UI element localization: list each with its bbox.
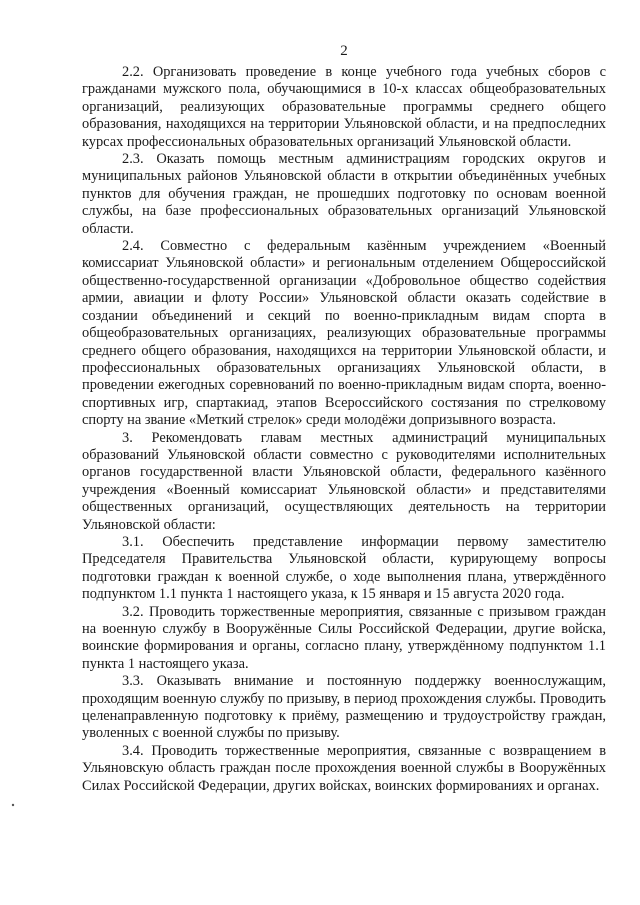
paragraph-3-2: 3.2. Проводить торжественные мероприятия, связанные с призывом граждан на военную службу в Вооружённые Силы Российской Федерации, другие войска, воинские формирования и органы, согласно плану, утверждённому подпунктом 1.1 пункта 1 настоящего указа. — [82, 603, 606, 672]
paragraph-2-4: 2.4. Совместно с федеральным казённым учреждением «Военный комиссариат Ульяновской области» и региональным отделением Общероссийской общественно-государственной организации «Добровольное общество содействия армии, авиации и флоту России» Ульяновской области оказать содействие в создании объединений и секций по военно-прикладным видам спорта в общеобразовательных организациях, реализующих образовательные программы среднего общего образования, находящихся на территории Ульяновской области, и профессиональных образовательных организациях Ульяновской области, в проведении ежегодных соревнований по военно-прикладным видам спорта, военно-спортивных игр, спартакиад, этапов Всероссийского состязания по стрелковому спорту на звание «Меткий стрелок» среди молодёжи допризывного возраста. — [82, 238, 606, 429]
scan-dot-mark — [8, 800, 18, 810]
paragraph-3-3: 3.3. Оказывать внимание и постоянную поддержку военнослужащим, проходящим военную службу по призыву, в период прохождения службы. Проводить целенаправленную подготовку к приёму, размещению и трудоустройству граждан, уволенных с военной службы по призыву. — [82, 673, 606, 742]
paragraph-2-2: 2.2. Организовать проведение в конце учебного года учебных сборов с гражданами мужского пола, обучающимися в 10-х классах общеобразовательных организаций, реализующих образовательные программы среднего общего образования, находящихся на территории Ульяновской области, и на предпоследних курсах профессиональных образовательных организаций Ульяновской области. — [82, 64, 606, 150]
paragraph-3-1: 3.1. Обеспечить представление информации первому заместителю Председателя Правительства Ульяновской области, курирующему вопросы подготовки граждан к военной службе, о ходе выполнения плана, утверждённого подпунктом 1.1 пункта 1 настоящего указа, к 15 января и 15 августа 2020 года. — [82, 533, 606, 603]
paragraph-2-3: 2.3. Оказать помощь местным администрациям городских округов и муниципальных районов Ульяновской области в открытии объединённых учебных пунктов для обучения граждан, не прошедших подготовку по основам военной службы, на базе профессиональных образовательных организаций Ульяновской области. — [82, 151, 606, 237]
paragraph-3: 3. Рекомендовать главам местных администраций муниципальных образований Ульяновской области совместно с руководителями исполнительных органов государственной власти Ульяновской области, федерального казённого учреждения «Военный комиссариат Ульяновской области» и представителями общественных организаций, осуществляющих деятельность на территории Ульяновской области: — [82, 429, 606, 533]
document-body — [82, 64, 606, 795]
page-number: 2 — [340, 43, 348, 59]
paragraph-3-4: 3.4. Проводить торжественные мероприятия, связанные с возвращением в Ульяновскую область граждан после прохождения военной службы в Вооружённых Силах Российской Федерации, других войсках, воинских формированиях и органах. — [82, 742, 606, 794]
